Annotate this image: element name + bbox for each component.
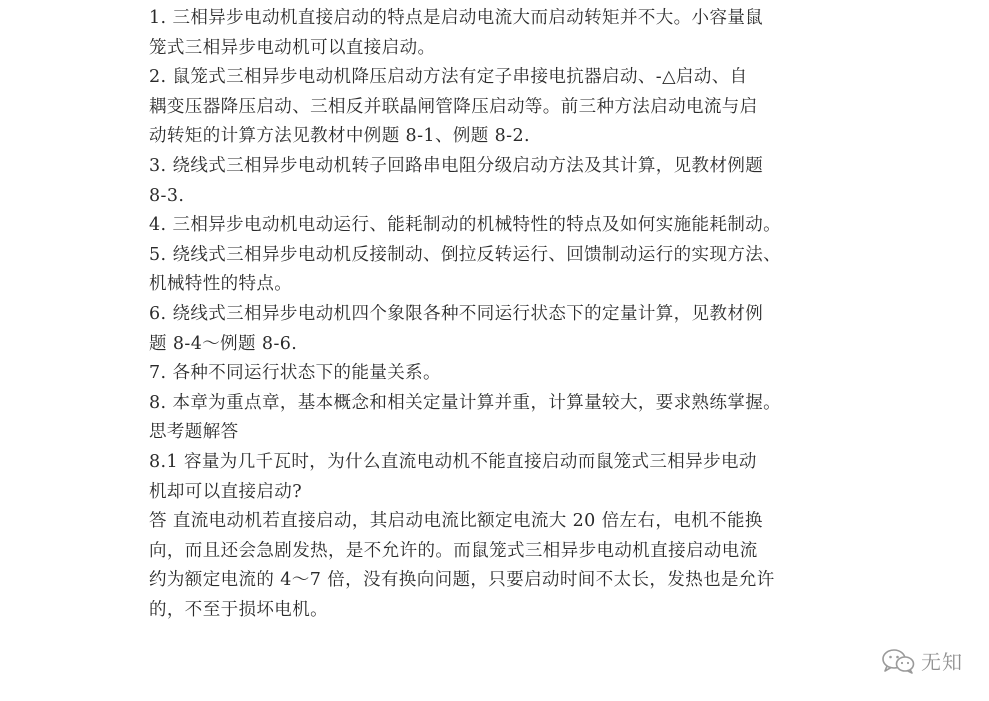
text-line: 7. 各种不同运行状态下的能量关系。 [149,363,441,384]
wechat-icon [881,648,915,674]
text-line: 耦变压器降压启动、三相反并联晶闸管降压启动等。前三种方法启动电流与启 [149,96,758,117]
watermark-text: 无知 [921,650,963,674]
answer-line: 约为额定电流的 4～7 倍，没有换向问题，只要启动时间不太长，发热也是允许 [149,570,775,591]
watermark [881,646,963,675]
answer-line: 向，而且还会急剧发热，是不允许的。而鼠笼式三相异步电动机直接启动电流 [149,540,758,561]
text-line: 4. 三相异步电动机电动运行、能耗制动的机械特性的特点及如何实施能耗制动。 [149,215,782,236]
text-line: 3. 绕线式三相异步电动机转子回路串电阻分级启动方法及其计算，见教材例题 [149,155,764,176]
text-line: 5. 绕线式三相异步电动机反接制动、倒拉反转运行、回馈制动运行的实现方法、 [149,244,782,265]
document-body [149,4,869,625]
text-line: 8-3. [149,185,185,206]
text-line: 8. 本章为重点章，基本概念和相关定量计算并重，计算量较大，要求熟练掌握。 [149,392,782,413]
text-line: 1. 三相异步电动机直接启动的特点是启动电流大而启动转矩并不大。小容量鼠 [149,8,764,28]
text-line: 动转矩的计算方法见教材中例题 8-1、例题 8-2. [149,126,530,147]
answer-line: 的，不至于损坏电机。 [149,599,328,620]
section-heading: 思考题解答 [149,422,239,443]
question-line: 机却可以直接启动? [149,481,302,502]
text-line: 题 8-4～例题 8-6. [149,333,298,354]
text-line: 笼式三相异步电动机可以直接启动。 [149,37,436,58]
text-line: 机械特性的特点。 [149,274,293,295]
text-line: 2. 鼠笼式三相异步电动机降压启动方法有定子串接电抗器启动、-△启动、自 [149,67,748,88]
question-line: 8.1 容量为几千瓦时，为什么直流电动机不能直接启动而鼠笼式三相异步电动 [149,451,757,472]
text-line: 6. 绕线式三相异步电动机四个象限各种不同运行状态下的定量计算，见教材例 [149,303,764,324]
answer-line: 答 直流电动机若直接启动，其启动电流比额定电流大 20 倍左右，电机不能换 [149,511,763,532]
